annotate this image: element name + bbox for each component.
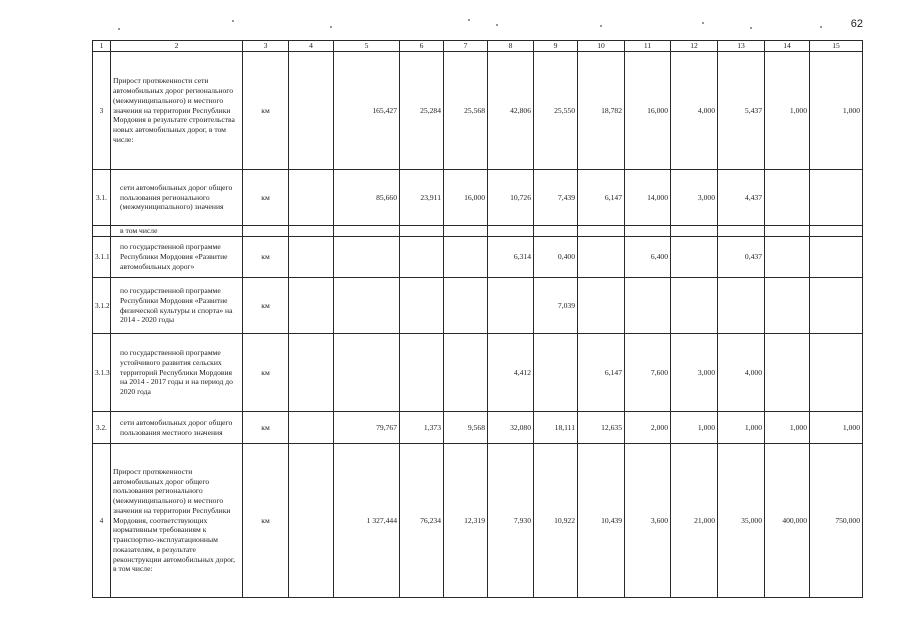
value-cell: 6,314 [488, 237, 534, 278]
page-number: 62 [850, 18, 863, 30]
value-cell: 400,000 [765, 444, 810, 598]
value-cell: 1,000 [718, 412, 765, 444]
value-cell [671, 278, 718, 334]
value-cell: 25,550 [534, 52, 578, 170]
value-cell [444, 237, 488, 278]
value-cell: 18,111 [534, 412, 578, 444]
indicator-name-cell: сети автомобильных дорог общего пользования регионального (межмуниципального) значения [111, 170, 243, 226]
table-row [93, 52, 863, 170]
value-cell [625, 226, 671, 237]
value-cell: 6,400 [625, 237, 671, 278]
table-row [93, 170, 863, 226]
indicator-name-cell: по государственной программе устойчивого развития сельских территорий Республики Мордовия на 2014 - 2017 годы и на период до 2020 года [111, 334, 243, 412]
value-cell: 7,439 [534, 170, 578, 226]
value-cell [625, 278, 671, 334]
value-cell [289, 170, 334, 226]
value-cell [810, 278, 863, 334]
value-cell: 1,000 [810, 412, 863, 444]
value-cell [334, 237, 400, 278]
value-cell [400, 237, 444, 278]
value-cell [488, 278, 534, 334]
value-cell: 7,039 [534, 278, 578, 334]
indicator-name-cell: сети автомобильных дорог общего пользования местного значения [111, 412, 243, 444]
value-cell [400, 334, 444, 412]
value-cell: 35,000 [718, 444, 765, 598]
value-cell [334, 278, 400, 334]
value-cell: 165,427 [334, 52, 400, 170]
value-cell [334, 334, 400, 412]
value-cell: 32,080 [488, 412, 534, 444]
value-cell [289, 52, 334, 170]
value-cell [765, 334, 810, 412]
unit-cell: км [243, 278, 289, 334]
value-cell [718, 226, 765, 237]
unit-cell: км [243, 52, 289, 170]
value-cell [289, 412, 334, 444]
header-row [93, 41, 863, 52]
header-cell: 12 [671, 41, 718, 52]
value-cell [334, 226, 400, 237]
value-cell: 1,000 [765, 412, 810, 444]
value-cell [810, 226, 863, 237]
value-cell: 750,000 [810, 444, 863, 598]
value-cell [289, 444, 334, 598]
indicator-name-cell: по государственной программе Республики Мордовия «Развитие физической культуры и спорта» на 2014 - 2020 годы [111, 278, 243, 334]
value-cell: 25,568 [444, 52, 488, 170]
row-index-cell: 3.1. [93, 170, 111, 226]
value-cell [488, 226, 534, 237]
value-cell [534, 334, 578, 412]
value-cell: 4,000 [671, 52, 718, 170]
value-cell [578, 226, 625, 237]
header-cell: 5 [334, 41, 400, 52]
header-cell: 8 [488, 41, 534, 52]
value-cell: 10,439 [578, 444, 625, 598]
table-row [93, 444, 863, 598]
header-cell: 4 [289, 41, 334, 52]
header-cell: 7 [444, 41, 488, 52]
value-cell [765, 237, 810, 278]
value-cell [671, 237, 718, 278]
value-cell [578, 278, 625, 334]
value-cell: 1,373 [400, 412, 444, 444]
value-cell: 0,437 [718, 237, 765, 278]
header-cell: 6 [400, 41, 444, 52]
value-cell: 79,767 [334, 412, 400, 444]
value-cell: 2,000 [625, 412, 671, 444]
value-cell: 76,234 [400, 444, 444, 598]
unit-cell: км [243, 170, 289, 226]
unit-cell [243, 226, 289, 237]
header-cell: 1 [93, 41, 111, 52]
header-cell: 9 [534, 41, 578, 52]
value-cell [444, 278, 488, 334]
header-cell: 10 [578, 41, 625, 52]
value-cell: 12,319 [444, 444, 488, 598]
value-cell: 85,660 [334, 170, 400, 226]
row-index-cell: 4 [93, 444, 111, 598]
value-cell: 1,000 [810, 52, 863, 170]
value-cell: 16,000 [625, 52, 671, 170]
value-cell: 5,437 [718, 52, 765, 170]
value-cell: 18,782 [578, 52, 625, 170]
indicator-name-cell: по государственной программе Республики Мордовия «Развитие автомобильных дорог» [111, 237, 243, 278]
value-cell [765, 226, 810, 237]
table-row [93, 334, 863, 412]
unit-cell: км [243, 237, 289, 278]
value-cell: 4,437 [718, 170, 765, 226]
value-cell [444, 226, 488, 237]
indicator-name-cell: Прирост протяженности сети автомобильных дорог регионального (межмуниципального) и местного значения на территории Республики Мордовия в результате строительства новых автомобильных дорог, в том числе: [111, 52, 243, 170]
indicator-name-cell: в том числе [111, 226, 243, 237]
value-cell: 7,930 [488, 444, 534, 598]
value-cell: 25,284 [400, 52, 444, 170]
unit-cell: км [243, 334, 289, 412]
value-cell: 42,806 [488, 52, 534, 170]
table-row [93, 237, 863, 278]
header-cell: 15 [810, 41, 863, 52]
unit-cell: км [243, 444, 289, 598]
header-cell: 11 [625, 41, 671, 52]
indicator-table [92, 40, 863, 598]
value-cell [765, 278, 810, 334]
value-cell [578, 237, 625, 278]
header-cell: 13 [718, 41, 765, 52]
value-cell [810, 334, 863, 412]
value-cell: 3,600 [625, 444, 671, 598]
value-cell: 3,000 [671, 334, 718, 412]
value-cell: 1,000 [765, 52, 810, 170]
header-cell: 3 [243, 41, 289, 52]
value-cell: 4,000 [718, 334, 765, 412]
header-cell: 14 [765, 41, 810, 52]
value-cell: 10,922 [534, 444, 578, 598]
value-cell [810, 170, 863, 226]
table-row [93, 226, 863, 237]
value-cell: 9,568 [444, 412, 488, 444]
value-cell: 23,911 [400, 170, 444, 226]
value-cell: 21,000 [671, 444, 718, 598]
value-cell [289, 237, 334, 278]
row-index-cell: 3 [93, 52, 111, 170]
value-cell: 3,000 [671, 170, 718, 226]
row-index-cell: 3.1.3. [93, 334, 111, 412]
value-cell: 7,600 [625, 334, 671, 412]
value-cell: 1 327,444 [334, 444, 400, 598]
value-cell: 12,635 [578, 412, 625, 444]
value-cell [810, 237, 863, 278]
unit-cell: км [243, 412, 289, 444]
value-cell [289, 278, 334, 334]
table-row [93, 278, 863, 334]
value-cell [765, 170, 810, 226]
row-index-cell [93, 226, 111, 237]
value-cell: 0,400 [534, 237, 578, 278]
value-cell: 10,726 [488, 170, 534, 226]
value-cell: 4,412 [488, 334, 534, 412]
value-cell: 14,000 [625, 170, 671, 226]
value-cell [400, 226, 444, 237]
scan-specks [0, 18, 905, 32]
value-cell: 6,147 [578, 170, 625, 226]
value-cell: 16,000 [444, 170, 488, 226]
row-index-cell: 3.1.2. [93, 278, 111, 334]
indicator-name-cell: Прирост протяженности автомобильных дорог общего пользования регионального (межмуниципального) и местного значения на территории Республики Мордовия, соответствующих нормативным требованиям к транспортно-эксплуатационным показателям, в результате реконструкции автомобильных дорог, в том числе: [111, 444, 243, 598]
value-cell [289, 226, 334, 237]
value-cell [289, 334, 334, 412]
header-cell: 2 [111, 41, 243, 52]
value-cell: 6,147 [578, 334, 625, 412]
value-cell [718, 278, 765, 334]
value-cell [534, 226, 578, 237]
row-index-cell: 3.2. [93, 412, 111, 444]
value-cell [400, 278, 444, 334]
value-cell [444, 334, 488, 412]
value-cell [671, 226, 718, 237]
table-row [93, 412, 863, 444]
row-index-cell: 3.1.1. [93, 237, 111, 278]
value-cell: 1,000 [671, 412, 718, 444]
